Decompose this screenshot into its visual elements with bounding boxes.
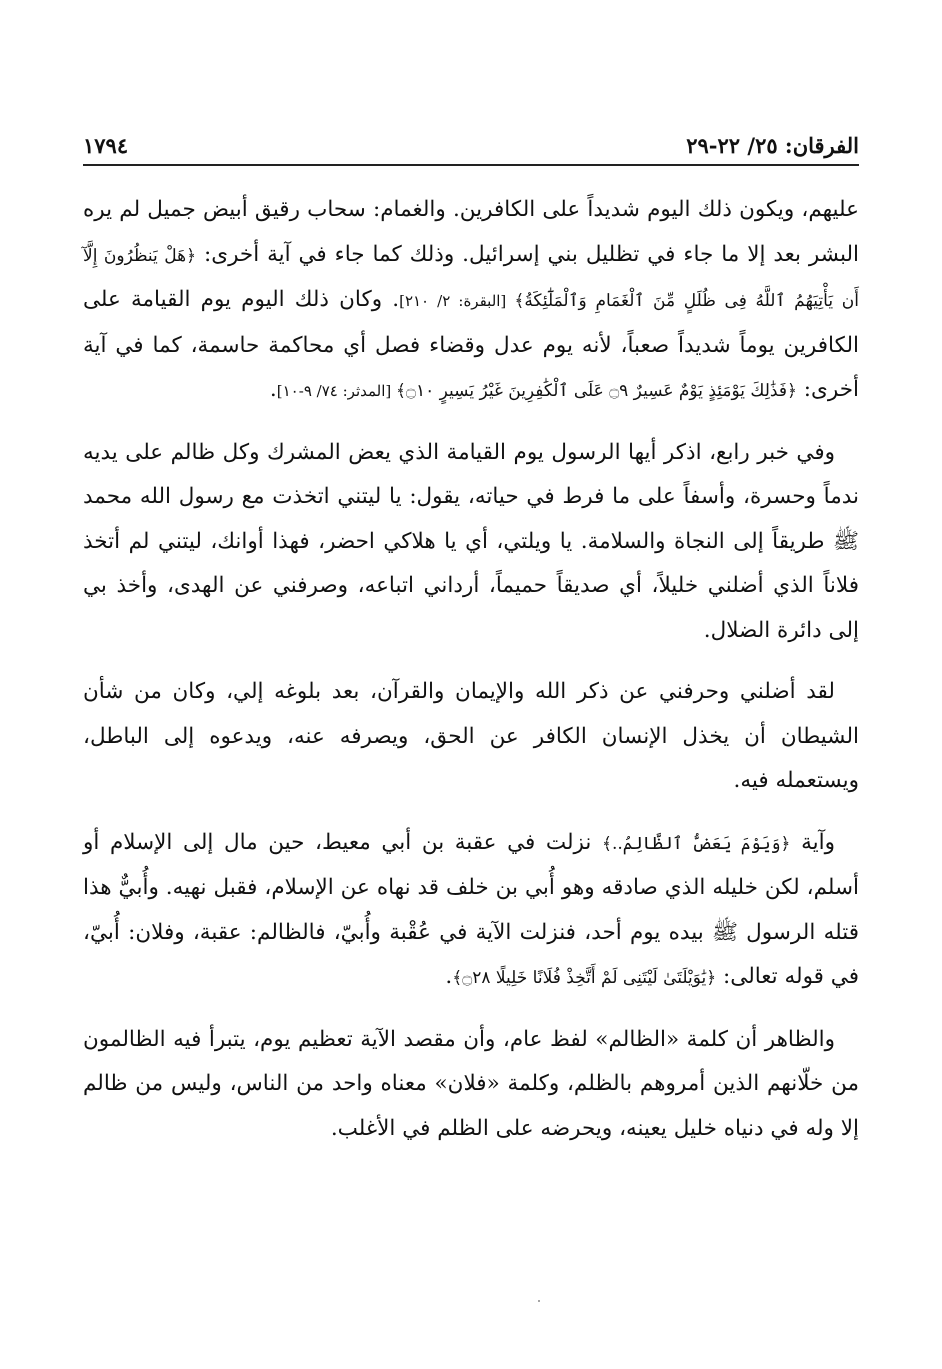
text: . [445, 964, 453, 989]
text: . وكان ذلك اليوم يوم القيامة على الكافرين يوماً شديداً صعباً، لأنه يوم عدل وقضاء فصل أي محاكمة حاسمة، كما في آية أخرى: [83, 287, 859, 402]
paragraph-2: وفي خبر رابع، اذكر أيها الرسول يوم القيامة الذي يعض المشرك وكل ظالم على يديه ندماً وحسرة، وأسفاً على ما فرط في حياته، يقول: يا ليتني اتخذت مع رسول الله محمد ﷺ طريقاً إلى النجاة والسلامة. يا ويلتي، أي يا هلاكي احضر، فهذا أوانك، ليتني لم أتخذ فلاناً الذي أضلني خليلاً، أي صديقاً حميماً، أرداني اتباعه، وصرفني عن الهدى، وأخذ بي إلى دائرة الضلال. [83, 439, 859, 643]
quran-verse: ﴿هَلْ يَنظُرُونَ إِلَّآ أَن يَأْتِيَهُمُ ٱللَّهُ فِى ظُلَلٍ مِّنَ ٱلْغَمَامِ وَٱلْمَلَٰٓئِكَةُ﴾ [83, 245, 859, 311]
paragraph-1 [83, 188, 859, 414]
quran-verse: ﴿وَيَوْمَ يَعَضُّ ٱلظَّالِمُ..﴾ [602, 833, 791, 854]
verse-citation: [البقرة: ٢/ ٢١٠] [399, 292, 515, 310]
text: نزلت في عقبة بن أبي معيط، حين مال إلى الإسلام أو أسلم، لكن خليله الذي صادقه وهو أُبي بن خلف قد نهاه عن الإسلام، فقبل نهيه. وأُبيٌّ هذا قتله الرسول ﷺ بيده يوم أحد، فنزلت الآية في عُقْبة وأُبيّ، فالظالم: عقبة، وفلان: أُبيّ، في قوله تعالى: [83, 829, 859, 989]
verse-citation: [المدثر: ٧٤/ ٩-١٠] [276, 382, 397, 400]
text: عليهم، ويكون ذلك اليوم شديداً على الكافرين. والغمام: سحاب رقيق أبيض جميل لم يره البشر بعد إلا ما جاء في تظليل بني إسرائيل. وذلك كما جاء في آية أخرى: [83, 197, 859, 267]
text: وآية [790, 829, 835, 855]
quran-verse: ﴿فَذَٰلِكَ يَوْمَئِذٍ يَوْمٌ عَسِيرٌ ۝٩ عَلَى ٱلْكَٰفِرِينَ غَيْرُ يَسِيرٍ ۝١٠﴾ [396, 381, 797, 401]
surah-reference: الفرقان: ٢٥/ ٢٢-٢٩ [686, 133, 859, 158]
text: . [269, 377, 277, 402]
paragraph-3: لقد أضلني وحرفني عن ذكر الله والإيمان والقرآن، بعد بلوغه إلي، وكان من شأن الشيطان أن يخذل الإنسان الكافر عن الحق، ويصرفه عنه، ويدعوه إلى الباطل، ويستعمله فيه. [83, 679, 859, 793]
page-number: ١٧٩٤ [83, 133, 129, 158]
page-body [83, 188, 859, 1168]
print-speck [538, 1300, 540, 1302]
page-header [83, 118, 859, 158]
paragraph-4 [83, 821, 859, 1001]
header-divider [83, 164, 859, 166]
quran-verse: ﴿يَٰوَيْلَتَىٰ لَيْتَنِى لَمْ أَتَّخِذْ فُلَانًا خَلِيلًا ۝٢٨﴾ [452, 968, 717, 988]
paragraph-5: والظاهر أن كلمة «الظالم» لفظ عام، وأن مقصد الآية تعظيم يوم، يتبرأ فيه الظالمون من خلّانهم الذين أمروهم بالظلم، وكلمة «فلان» معناه واحد من الناس، وليس من ظالم إلا وله في دنياه خليل يعينه، ويحرضه على الظلم في الأغلب. [83, 1026, 859, 1141]
